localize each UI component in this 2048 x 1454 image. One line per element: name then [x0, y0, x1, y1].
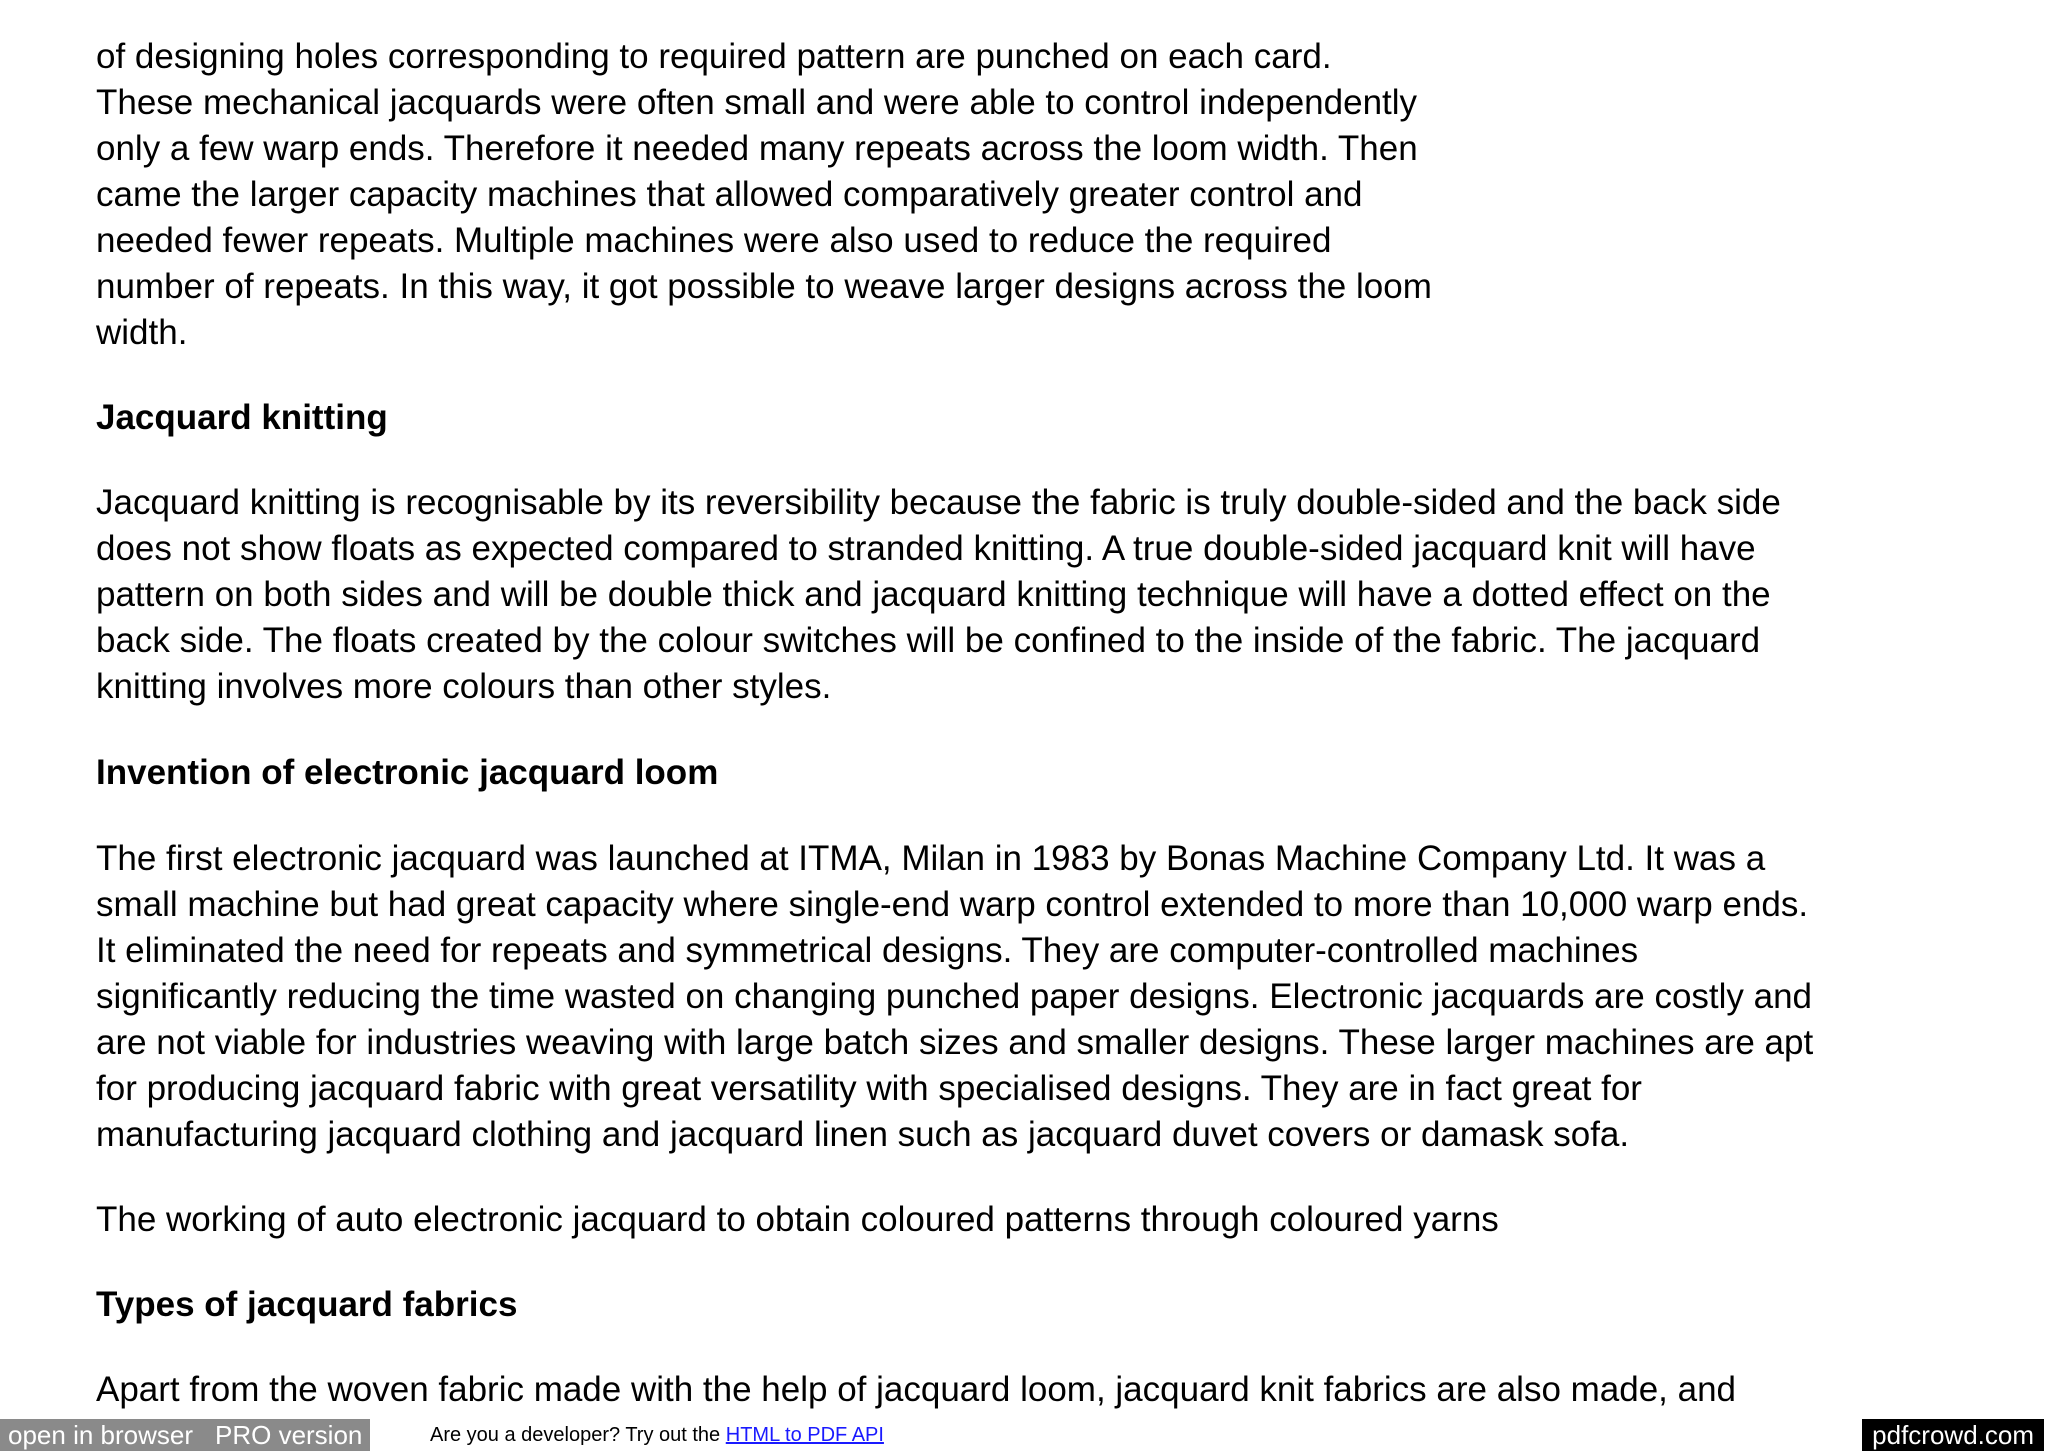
developer-prompt	[430, 1419, 884, 1451]
open-in-browser-link[interactable]: open in browser	[8, 1420, 193, 1450]
section-heading-electronic-loom: Invention of electronic jacquard loom	[96, 753, 719, 792]
paragraph-line: It eliminated the need for repeats and symmetrical designs. They are computer-controlled machines	[96, 931, 1639, 970]
paragraph-line: knitting involves more colours than other styles.	[96, 667, 832, 706]
paragraph-line: back side. The floats created by the colour switches will be confined to the inside of the fabric. The jacquard	[96, 621, 1761, 660]
paragraph-line: pattern on both sides and will be double thick and jacquard knitting technique will have a dotted effect on the	[96, 575, 1771, 614]
pdfcrowd-brand-link[interactable]: pdfcrowd.com	[1862, 1419, 2044, 1451]
paragraph-line: are not viable for industries weaving with large batch sizes and smaller designs. These larger machines are apt	[96, 1023, 1814, 1062]
paragraph-line: These mechanical jacquards were often small and were able to control independently	[96, 83, 1418, 122]
section-heading-types-of-fabrics: Types of jacquard fabrics	[96, 1285, 518, 1324]
paragraph-line: small machine but had great capacity where single-end warp control extended to more than 10,000 warp ends.	[96, 885, 1809, 924]
paragraph-line: significantly reducing the time wasted on changing punched paper designs. Electronic jacquards are costly and	[96, 977, 1813, 1016]
paragraph-line: number of repeats. In this way, it got possible to weave larger designs across the loom	[96, 267, 1432, 306]
paragraph-line: only a few warp ends. Therefore it needed many repeats across the loom width. Then	[96, 129, 1418, 168]
paragraph-line: Jacquard knitting is recognisable by its reversibility because the fabric is truly double-sided and the back side	[96, 483, 1781, 522]
pro-version-link[interactable]: PRO version	[215, 1420, 363, 1450]
paragraph-line: The first electronic jacquard was launched at ITMA, Milan in 1983 by Bonas Machine Company Ltd. It was a	[96, 839, 1766, 878]
paragraph-line: The working of auto electronic jacquard to obtain coloured patterns through coloured yarns	[96, 1200, 1499, 1239]
paragraph-line: came the larger capacity machines that allowed comparatively greater control and	[96, 175, 1363, 214]
paragraph-line: width.	[96, 313, 188, 352]
footer-left-bar	[0, 1419, 370, 1451]
paragraph-line: for producing jacquard fabric with great versatility with specialised designs. They are in fact great for	[96, 1069, 1642, 1108]
paragraph-line: of designing holes corresponding to required pattern are punched on each card.	[96, 37, 1332, 76]
paragraph-line: Apart from the woven fabric made with the help of jacquard loom, jacquard knit fabrics are also made, and	[96, 1370, 1737, 1409]
html-to-pdf-api-link[interactable]: HTML to PDF API	[725, 1424, 884, 1446]
paragraph-line: does not show floats as expected compared to stranded knitting. A true double-sided jacquard knit will have	[96, 529, 1756, 568]
paragraph-line: manufacturing jacquard clothing and jacquard linen such as jacquard duvet covers or damask sofa.	[96, 1115, 1630, 1154]
paragraph-line: needed fewer repeats. Multiple machines were also used to reduce the required	[96, 221, 1332, 260]
section-heading-jacquard-knitting: Jacquard knitting	[96, 398, 388, 437]
developer-prompt-text: Are you a developer? Try out the	[430, 1424, 721, 1446]
